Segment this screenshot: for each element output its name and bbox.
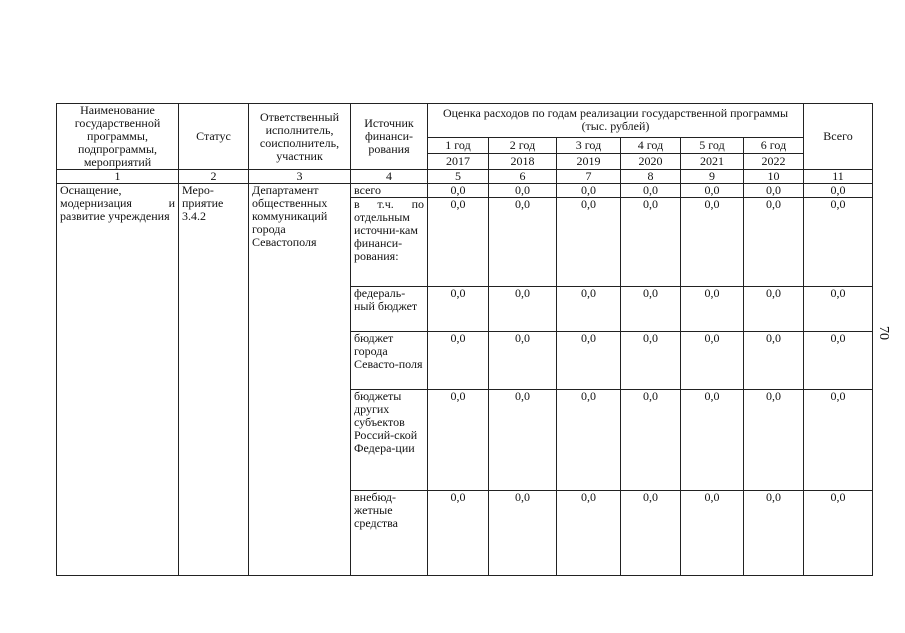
column-number: 1	[57, 170, 179, 184]
value-cell: 0,0	[681, 184, 744, 198]
year-label: 3 год	[557, 137, 621, 153]
value-cell: 0,0	[489, 198, 557, 287]
value-cell: 0,0	[621, 491, 681, 576]
year-number: 2018	[489, 153, 557, 169]
column-number: 10	[744, 170, 804, 184]
value-cell: 0,0	[557, 491, 621, 576]
value-cell: 0,0	[428, 390, 489, 491]
source-label: бюджет города Севасто-поля	[351, 332, 428, 390]
header-total: Всего	[804, 104, 873, 170]
source-label: в т.ч. по отдельным источни-кам финанси-рования:	[351, 198, 428, 287]
value-cell: 0,0	[621, 287, 681, 332]
value-cell: 0,0	[744, 198, 804, 287]
column-number: 6	[489, 170, 557, 184]
year-number: 2022	[744, 153, 804, 169]
column-number: 9	[681, 170, 744, 184]
value-cell: 0,0	[489, 332, 557, 390]
value-cell: 0,0	[489, 184, 557, 198]
year-label: 1 год	[428, 137, 489, 153]
header-source: Источник финанси-рования	[351, 104, 428, 170]
header-estimate: Оценка расходов по годам реализации государственной программы (тыс. рублей)	[428, 104, 804, 138]
value-cell: 0,0	[428, 198, 489, 287]
value-cell: 0,0	[681, 390, 744, 491]
value-cell: 0,0	[621, 332, 681, 390]
value-cell: 0,0	[557, 184, 621, 198]
year-label: 4 год	[621, 137, 681, 153]
header-name: Наименование государственной программы, подпрограммы, мероприятий	[57, 104, 179, 170]
value-cell: 0,0	[744, 390, 804, 491]
value-cell: 0,0	[681, 287, 744, 332]
value-cell: 0,0	[557, 287, 621, 332]
value-cell: 0,0	[621, 184, 681, 198]
value-cell: 0,0	[744, 287, 804, 332]
value-cell: 0,0	[428, 491, 489, 576]
value-cell: 0,0	[489, 491, 557, 576]
value-cell: 0,0	[804, 390, 873, 491]
year-label: 6 год	[744, 137, 804, 153]
year-number: 2017	[428, 153, 489, 169]
column-numbers-row	[57, 170, 873, 184]
year-label: 2 год	[489, 137, 557, 153]
value-cell: 0,0	[557, 390, 621, 491]
source-label: внебюд-жетные средства	[351, 491, 428, 576]
expense-table	[56, 103, 873, 576]
value-cell: 0,0	[621, 198, 681, 287]
column-number: 2	[179, 170, 249, 184]
column-number: 3	[249, 170, 351, 184]
value-cell: 0,0	[621, 390, 681, 491]
column-number: 5	[428, 170, 489, 184]
value-cell: 0,0	[489, 287, 557, 332]
value-cell: 0,0	[804, 184, 873, 198]
measure-name: Оснащение, модернизация и развитие учреждения	[57, 184, 179, 576]
measure-status: Меро-приятие 3.4.2	[179, 184, 249, 576]
value-cell: 0,0	[428, 184, 489, 198]
value-cell: 0,0	[744, 491, 804, 576]
table-row	[57, 184, 873, 198]
value-cell: 0,0	[428, 287, 489, 332]
source-label: федераль-ный бюджет	[351, 287, 428, 332]
value-cell: 0,0	[428, 332, 489, 390]
value-cell: 0,0	[681, 491, 744, 576]
column-number: 8	[621, 170, 681, 184]
year-number: 2021	[681, 153, 744, 169]
header-row-1	[57, 104, 873, 138]
column-number: 4	[351, 170, 428, 184]
value-cell: 0,0	[804, 332, 873, 390]
page-number: 70	[876, 326, 891, 340]
value-cell: 0,0	[804, 491, 873, 576]
value-cell: 0,0	[557, 198, 621, 287]
year-label: 5 год	[681, 137, 744, 153]
value-cell: 0,0	[681, 198, 744, 287]
column-number: 11	[804, 170, 873, 184]
value-cell: 0,0	[681, 332, 744, 390]
value-cell: 0,0	[557, 332, 621, 390]
value-cell: 0,0	[804, 287, 873, 332]
measure-responsible: Департамент общественных коммуникаций города Севастополя	[249, 184, 351, 576]
year-number: 2019	[557, 153, 621, 169]
column-number: 7	[557, 170, 621, 184]
value-cell: 0,0	[804, 198, 873, 287]
value-cell: 0,0	[489, 390, 557, 491]
source-label: бюджеты других субъектов Россий-ской Федера-ции	[351, 390, 428, 491]
header-responsible: Ответственный исполнитель, соисполнитель, участник	[249, 104, 351, 170]
source-label: всего	[351, 184, 428, 198]
year-number: 2020	[621, 153, 681, 169]
header-status: Статус	[179, 104, 249, 170]
value-cell: 0,0	[744, 184, 804, 198]
value-cell: 0,0	[744, 332, 804, 390]
